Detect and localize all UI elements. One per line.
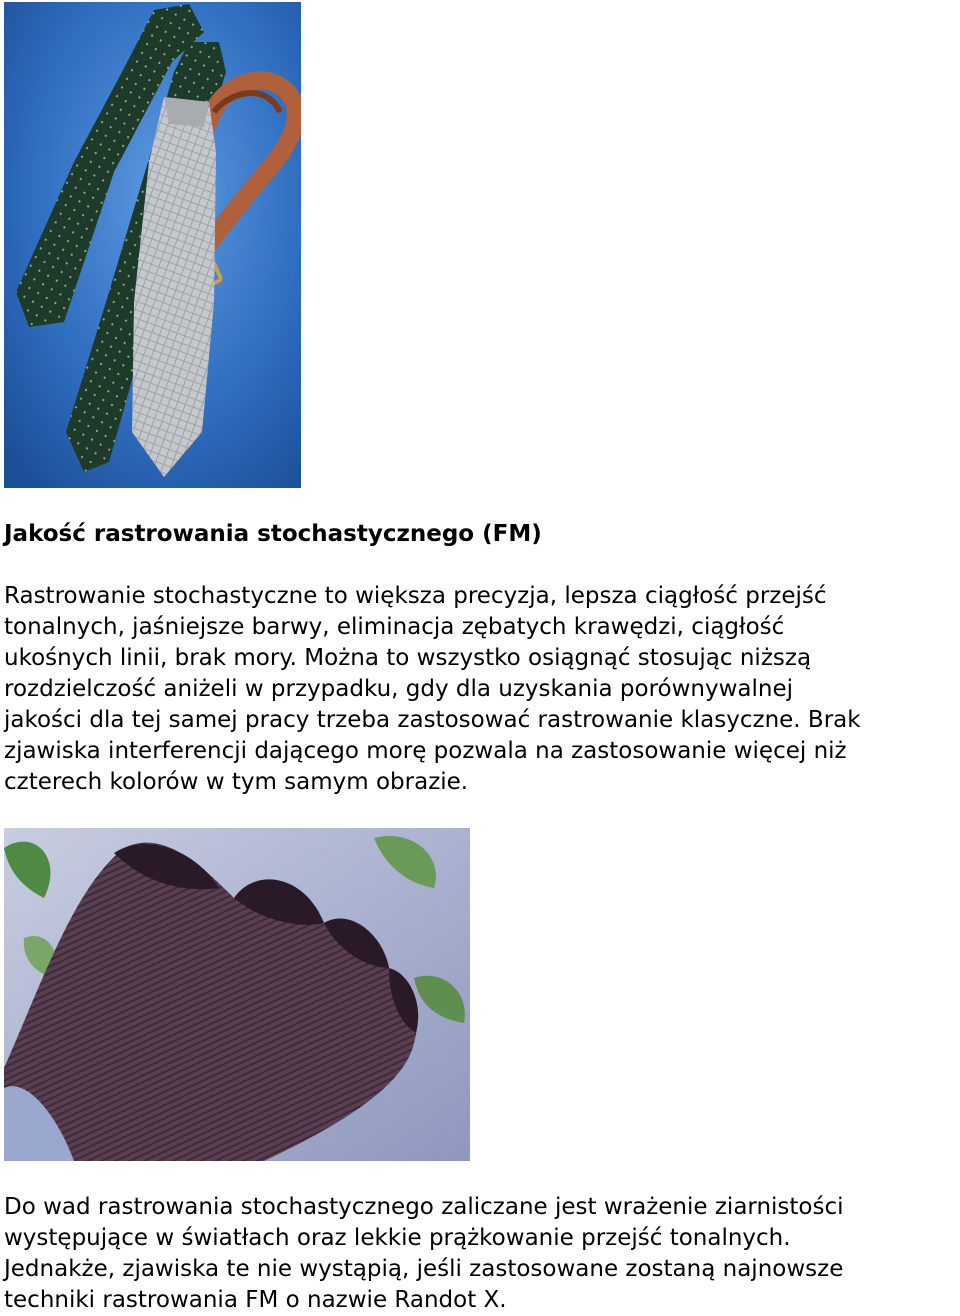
- paragraph-line: Jednakże, zjawiska te nie wystąpią, jeśli zastosowane zostaną najnowsze: [4, 1256, 844, 1282]
- paragraph-line: tonalnych, jaśniejsze barwy, eliminacja zębatych krawędzi, ciągłość: [4, 614, 785, 640]
- paragraph-line: występujące w światłach oraz lekkie prążkowanie przejść tonalnych.: [4, 1225, 791, 1251]
- ties-and-belt-photo: [4, 2, 301, 488]
- paragraph-line: zjawiska interferencji dającego morę pozwala na zastosowanie więcej niż: [4, 738, 847, 764]
- paragraph-line: jakości dla tej samej pracy trzeba zastosować rastrowanie klasyczne. Brak: [4, 707, 861, 733]
- paragraph-line: Rastrowanie stochastyczne to większa precyzja, lepsza ciągłość przejść: [4, 583, 827, 609]
- paragraph-disadvantages: [4, 1192, 844, 1316]
- paragraph-line: Do wad rastrowania stochastycznego zaliczane jest wrażenie ziarnistości: [4, 1194, 844, 1220]
- paragraph-line: czterech kolorów w tym samym obrazie.: [4, 769, 469, 795]
- grey-tie-knot: [164, 97, 209, 127]
- foot-in-stocking-photo: [4, 828, 470, 1161]
- section-heading: Jakość rastrowania stochastycznego (FM): [4, 521, 542, 547]
- paragraph-line: ukośnych linii, brak mory. Można to wszystko osiągnąć stosując niższą: [4, 645, 812, 671]
- paragraph-line: techniki rastrowania FM o nazwie Randot X.: [4, 1287, 507, 1313]
- foot-photo-illustration: [4, 828, 470, 1161]
- paragraph-advantages: [4, 581, 861, 798]
- paragraph-line: rozdzielczość aniżeli w przypadku, gdy dla uzyskania porównywalnej: [4, 676, 794, 702]
- ties-photo-illustration: [4, 2, 301, 488]
